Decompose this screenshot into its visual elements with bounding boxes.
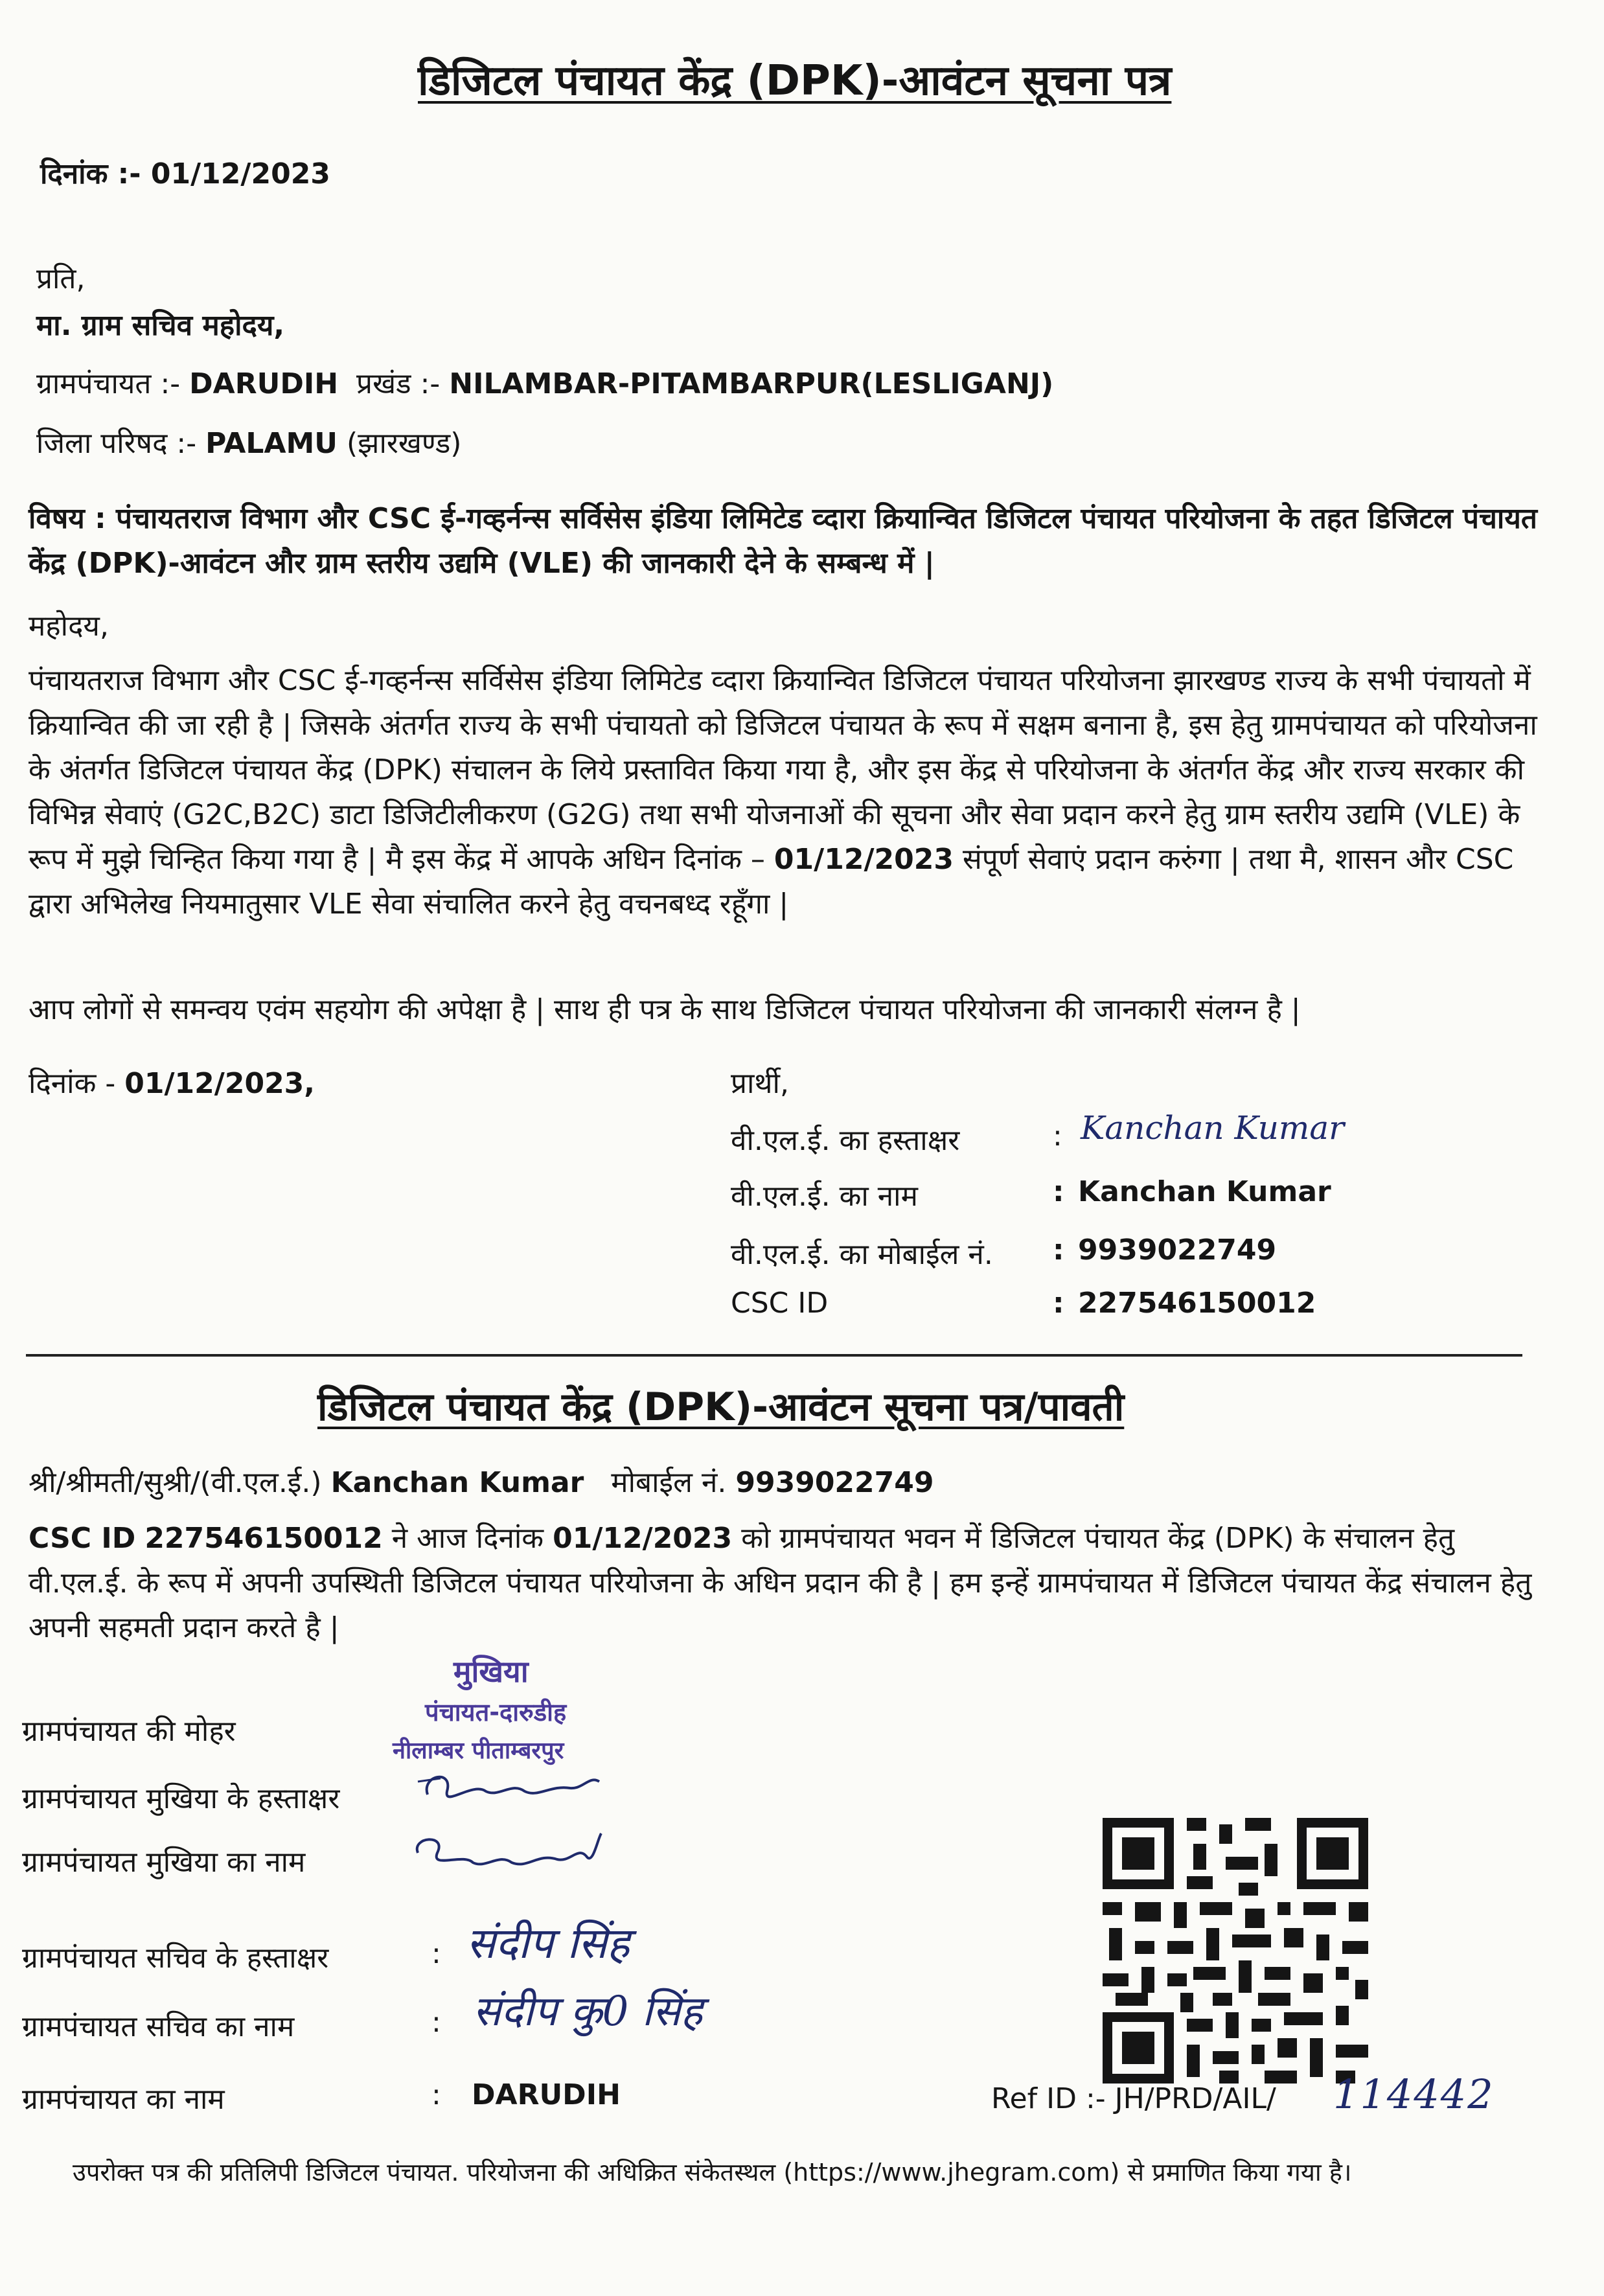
section-divider: [26, 1354, 1522, 1357]
vle-mobile: 9939022749: [1078, 1234, 1277, 1267]
district-label: जिला परिषद :-: [36, 427, 197, 460]
stamp-line-2: पंचायत-दारुडीह: [425, 1698, 567, 1727]
body-paragraph-2: आप लोगों से समन्वय एवंम सहयोग की अपेक्षा है | साथ ही पत्र के साथ डिजिटल पंचायत परियोजना की जानकारी संलग्न है |: [29, 993, 1301, 1026]
body-para1-b: संपूर्ण सेवाएं प्रदान करुंगा | तथा मै, शासन और CSC द्वारा अभिलेख नियमातुसार VLE सेवा संचालित करने हेतु वचनबध्द रहूँगा |: [29, 843, 1514, 921]
receipt-text-a: ने आज दिनांक: [391, 1522, 544, 1555]
vle-name-label: वी.एल.ई. का नाम: [731, 1180, 918, 1213]
mukhiya-signature-label: ग्रामपंचायत मुखिया के हस्ताक्षर: [22, 1782, 340, 1815]
secretary-name-handwritten: संदीप कु0 सिंह: [473, 1988, 703, 2036]
qr-code: [1096, 1811, 1375, 2090]
csc-id-value: 227546150012: [1078, 1287, 1316, 1320]
address-recipient: मा. ग्राम सचिव महोदय,: [36, 309, 285, 342]
secretary-name-label: ग्रामपंचायत सचिव का नाम: [22, 2010, 295, 2043]
secretary-signature-colon: :: [431, 1937, 441, 1970]
receipt-mobile: 9939022749: [735, 1466, 934, 1499]
gp-name-value: DARUDIH: [472, 2078, 621, 2111]
vle-signature: Kanchan Kumar: [1081, 1109, 1345, 1147]
vle-mobile-label: वी.एल.ई. का मोबाईल नं.: [731, 1238, 993, 1271]
block-value: NILAMBAR-PITAMBARPUR(LESLIGANJ): [449, 367, 1054, 400]
receipt-csc-label: CSC ID: [29, 1522, 136, 1555]
vle-mobile-colon: :: [1053, 1234, 1064, 1267]
mukhiya-name-label: ग्रामपंचायत मुखिया का नाम: [22, 1846, 306, 1879]
ref-id-label: Ref ID :- JH/PRD/AIL/: [991, 2082, 1276, 2115]
address-district-line: [36, 422, 461, 461]
gp-name-colon: :: [431, 2078, 441, 2111]
secretary-signature: संदीप सिंह: [466, 1918, 630, 1968]
receipt-title: डिजिटल पंचायत केंद्र (DPK)-आवंटन सूचना पत्र/पावती: [317, 1384, 1125, 1430]
csc-id-colon: :: [1053, 1287, 1064, 1320]
receipt-csc-id: 227546150012: [144, 1522, 383, 1555]
stamp-line-3: नीलाम्बर पीताम्बरपुर: [393, 1738, 564, 1764]
csc-id-label: CSC ID: [731, 1287, 829, 1320]
gp-label: ग्रामपंचायत :-: [36, 367, 181, 400]
letter-date: दिनांक :- 01/12/2023: [40, 157, 330, 190]
block-label: प्रखंड :-: [356, 367, 441, 400]
sign-date-value: 01/12/2023,: [124, 1067, 315, 1100]
receipt-date: 01/12/2023: [553, 1522, 733, 1555]
gp-seal-label: ग्रामपंचायत की मोहर: [22, 1715, 236, 1748]
receipt-name: Kanchan Kumar: [330, 1466, 584, 1499]
mukhiya-signature: [415, 1762, 609, 1814]
subject: विषय : पंचायतराज विभाग और CSC ई-गव्हर्नन्स सर्विसेस इंडिया लिमिटेड व्दारा क्रियान्वित डिजिटल पंचायत परियोजना के तहत डिजिटल पंचायत केंद्र (DPK)-आवंटन और ग्राम स्तरीय उद्यमि (VLE) की जानकारी देने के सम्बन्ध में |: [29, 502, 1537, 580]
page-title: डिजिटल पंचायत केंद्र (DPK)-आवंटन सूचना पत्र: [418, 57, 1172, 105]
secretary-signature-label: ग्रामपंचायत सचिव के हस्ताक्षर: [22, 1942, 329, 1975]
vle-name: Kanchan Kumar: [1078, 1175, 1331, 1208]
sign-date-label: दिनांक -: [29, 1067, 116, 1100]
district-value: PALAMU: [205, 427, 338, 460]
body-paragraph: [29, 658, 1538, 926]
salutation: महोदय,: [29, 610, 109, 643]
body-para1-date: 01/12/2023: [773, 843, 954, 876]
bottom-note: उपरोक्त पत्र की प्रतिलिपी डिजिटल पंचायत. परियोजना की अधिक्रित संकेतस्थल (https://www.jhegram.com) से प्रमाणित किया गया है।: [73, 2158, 1352, 2187]
address-gp-line: [36, 363, 1053, 402]
receipt-mobile-label: मोबाईल नं.: [611, 1466, 727, 1499]
vle-signature-colon: :: [1053, 1119, 1062, 1153]
ref-id-number: 114442: [1333, 2071, 1495, 2118]
gp-value: DARUDIH: [189, 367, 339, 400]
secretary-name-colon: :: [431, 2006, 441, 2039]
applicant-label: प्रार्थी,: [731, 1067, 789, 1100]
address-to: प्रति,: [36, 262, 86, 295]
vle-name-colon: :: [1053, 1175, 1064, 1208]
stamp-line-1: मुखिया: [453, 1654, 529, 1689]
receipt-paragraph: [29, 1516, 1538, 1650]
gp-name-label: ग्रामपंचायत का नाम: [22, 2083, 225, 2116]
receipt-name-line: [29, 1462, 934, 1500]
body-para1-a: पंचायतराज विभाग और CSC ई-गव्हर्नन्स सर्विसेस इंडिया लिमिटेड व्दारा क्रियान्वित डिजिटल पंचायत परियोजना झारखण्ड राज्य के सभी पंचायतो में क्रियान्वित की जा रही है | जिसके अंतर्गत राज्य के सभी पंचायतो को डिजिटल पंचायत के रूप में सक्षम बनाना है, इस हेतु ग्रामपंचायत को परियोजना के अंतर्गत डिजिटल पंचायत केंद्र (DPK) संचालन के लिये प्रस्तावित किया गया है, और इस केंद्र से परियोजना के अंतर्गत केंद्र और राज्य सरकार की विभिन्न सेवाएं (G2C,B2C) डाटा डिजिटीलीकरण (G2G) तथा सभी योजनाओं की सूचना और सेवा प्रदान करने हेतु ग्राम स्तरीय उद्यमि (VLE) के रूप में मुझे चिन्हित किया गया है | मै इस केंद्र में आपके अधिन दिनांक –: [29, 664, 1537, 876]
sign-date: [29, 1062, 315, 1101]
state-label: (झारखण्ड): [347, 427, 462, 460]
mukhiya-name-handwritten: [408, 1827, 602, 1885]
vle-signature-label: वी.एल.ई. का हस्ताक्षर: [731, 1124, 960, 1157]
receipt-name-prefix: श्री/श्रीमती/सुश्री/(वी.एल.ई.): [29, 1466, 322, 1499]
receipt-text-b: को ग्रामपंचायत भवन में डिजिटल पंचायत केंद्र (DPK) के संचालन हेतु वी.एल.ई. के रूप में अपनी उपस्थिती डिजिटल पंचायत परियोजना के अधिन प्रदान की है | हम इन्हें ग्रामपंचायत में डिजिटल पंचायत केंद्र संचालन हेतु अपनी सहमती प्रदान करते है |: [29, 1522, 1532, 1644]
